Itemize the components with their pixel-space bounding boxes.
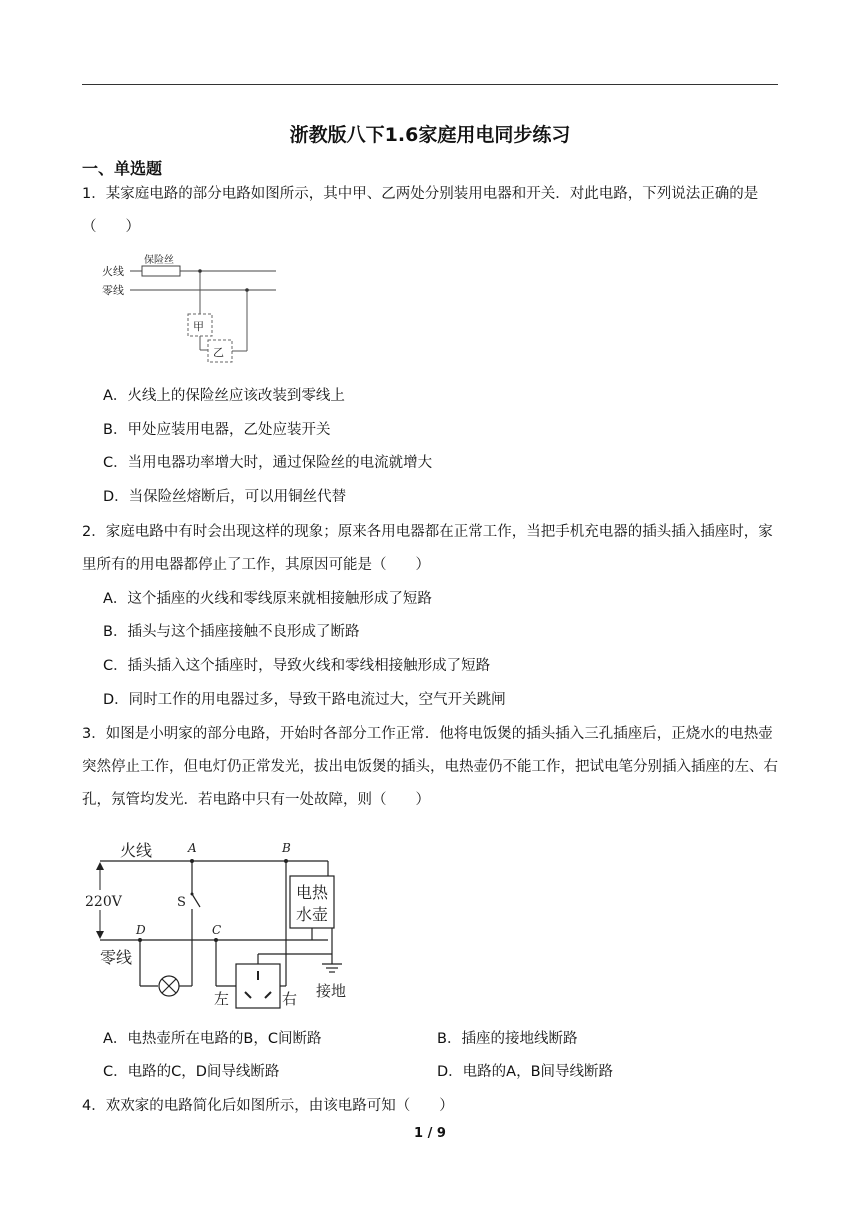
page-title: 浙教版八下1.6家庭用电同步练习 (289, 124, 571, 146)
q3-option-b[interactable]: B．插座的接地线断路 (437, 1031, 578, 1047)
page-number: 1 / 9 (414, 1126, 446, 1141)
q3-option-c[interactable]: C．电路的C，D间导线断路 (103, 1064, 280, 1080)
q3-option-d[interactable]: D．电路的A，B间导线断路 (437, 1064, 614, 1080)
socket-left-label: 左 (214, 990, 230, 1008)
question-4-text: 4．欢欢家的电路简化后如图所示，由该电路可知（ ） (82, 1098, 454, 1114)
neutral-wire-label: 零线 (100, 948, 133, 967)
svg-text:A: A (188, 841, 197, 855)
section-heading: 一、单选题 (82, 159, 163, 178)
question-3-text: 3．如图是小明家的部分电路，开始时各部分工作正常．他将电饭煲的插头插入三孔插座后，正烧水的电热壶突然停止工作，但电灯仍正常发光，拔出电饭煲的插头，电热壶仍不能工作，把试电笔分别插入插座的左、右孔，氖管均发光．若电路中只有一处故障，则（ ） (82, 726, 778, 808)
q2-option-a[interactable]: A．这个插座的火线和零线原来就相接触形成了短路 (103, 591, 432, 607)
question-1-text: 1．某家庭电路的部分电路如图所示，其中甲、乙两处分别装用电器和开关．对此电路，下列说法正确的是（ ） (82, 186, 759, 235)
fuse-label: 保险丝 (144, 255, 174, 266)
header-rule (82, 84, 778, 85)
svg-text:D: D (136, 923, 146, 937)
q1-option-d[interactable]: D．当保险丝熔断后，可以用铜丝代替 (103, 489, 347, 505)
q1-option-c[interactable]: C．当用电器功率增大时，通过保险丝的电流就增大 (103, 455, 433, 471)
svg-text:乙: 乙 (213, 346, 224, 359)
q2-option-b[interactable]: B．插头与这个插座接触不良形成了断路 (103, 624, 360, 640)
q1-option-b[interactable]: B．甲处应装用电器，乙处应装开关 (103, 422, 331, 438)
socket-icon (236, 964, 280, 1008)
svg-text:C: C (212, 923, 222, 937)
circuit-figure-1 (100, 250, 280, 370)
socket-right-label: 右 (282, 990, 298, 1008)
q1-option-a[interactable]: A．火线上的保险丝应该改装到零线上 (103, 388, 345, 404)
circuit-figure-3 (80, 836, 370, 1012)
live-wire-label: 火线 (102, 265, 124, 278)
svg-text:电热: 电热 (296, 883, 329, 902)
fuse (142, 266, 180, 276)
voltage-label: 220V (85, 894, 122, 910)
neutral-wire-label: 零线 (102, 284, 124, 297)
ground-label: 接地 (316, 982, 347, 1000)
live-wire-label: 火线 (120, 841, 153, 860)
svg-text:水壶: 水壶 (296, 905, 329, 924)
q3-option-a[interactable]: A．电热壶所在电路的B，C间断路 (103, 1031, 322, 1047)
q2-option-d[interactable]: D．同时工作的用电器过多，导致干路电流过大，空气开关跳闸 (103, 692, 506, 708)
q2-option-c[interactable]: C．插头插入这个插座时，导致火线和零线相接触形成了短路 (103, 658, 491, 674)
question-2-text: 2．家庭电路中有时会出现这样的现象；原来各用电器都在正常工作，当把手机充电器的插头插入插座时，家里所有的用电器都停止了工作，其原因可能是（ ） (82, 524, 773, 573)
switch-label: S (177, 895, 186, 910)
svg-text:甲: 甲 (193, 320, 204, 333)
svg-text:B: B (282, 841, 291, 855)
